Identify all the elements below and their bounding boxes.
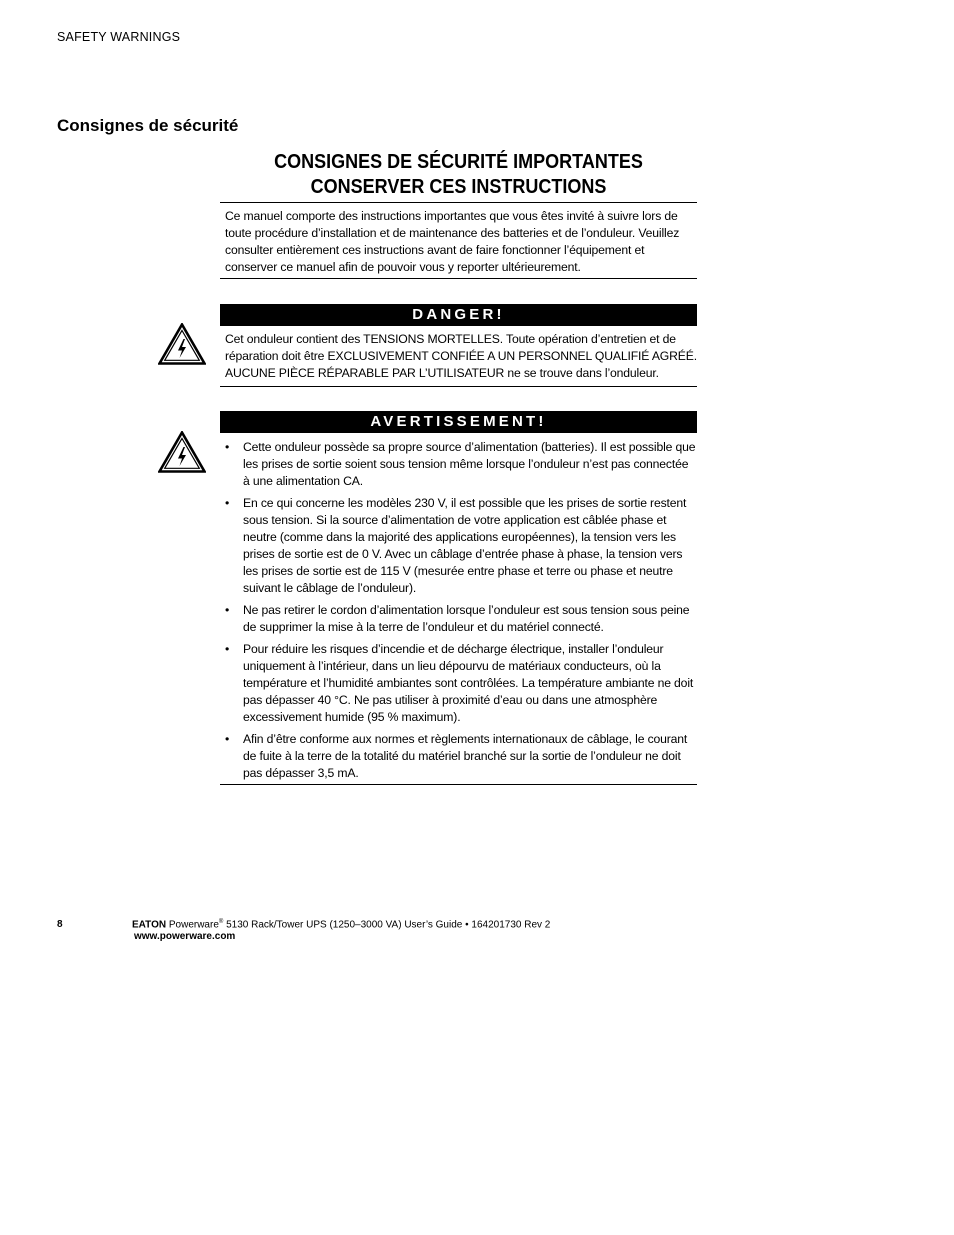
- bullet-icon: •: [225, 496, 230, 510]
- list-item: [225, 731, 697, 782]
- page-number: 8: [57, 919, 63, 930]
- bullet-icon: •: [225, 440, 230, 454]
- bullet-icon: •: [225, 642, 230, 656]
- footer-title: [132, 919, 550, 930]
- warning-banner: AVERTISSEMENT!: [220, 411, 697, 433]
- footer-product: Powerware: [168, 919, 219, 931]
- list-item-text: En ce qui concerne les modèles 230 V, il est possible que les prises de sortie restent sous tension. Si la source d’alimentation de votre application est câblée phase et neutre (comme dans la majorité des applications européennes), la tension vers les prises de sortie est de 0 V. Avec un câblage d’entrée phase à phase, la tension vers les prises de sortie est de 115 V (mesurée entre phase et terre ou phase et neutre suivant le câblage de l’onduleur).: [243, 496, 687, 595]
- list-item-text: Ne pas retirer le cordon d’alimentation lorsque l’onduleur est sous tension sous peine de supprimer la mise à la terre de l’onduleur et du matériel connecté.: [243, 603, 690, 634]
- running-header: SAFETY WARNINGS: [57, 30, 181, 44]
- intro-paragraph: Ce manuel comporte des instructions importantes que vous êtes invité à suivre lors de toute procédure d’installation et de maintenance des batteries et de l’onduleur. Veuillez consulter entièrement ces instructions avant de faire fonctionner l’équipement et conserver ce manuel afin de pouvoir vous y reporter ultérieurement.: [225, 209, 680, 274]
- warning-rule: [220, 784, 697, 785]
- list-item-text: Afin d’être conforme aux normes et règlements internationaux de câblage, le courant de fuite à la terre de la totalité du matériel branché sur la sortie de l’onduleur ne doit pas dépasser 3,5 mA.: [243, 732, 688, 780]
- footer-brand: EATON: [132, 919, 167, 931]
- safety-title-line2: CONSERVER CES INSTRUCTIONS: [310, 176, 607, 198]
- danger-rule: [220, 386, 697, 387]
- warning-list: [225, 439, 697, 787]
- list-item-text: Cette onduleur possède sa propre source d’alimentation (batteries). Il est possible que les prises de sortie soient sous tension même lorsque l’onduleur n’est pas connectée à une alimentation CA.: [243, 440, 696, 488]
- danger-text: Cet onduleur contient des TENSIONS MORTELLES. Toute opération d’entretien et de réparation doit être EXCLUSIVEMENT CONFIÉE A UN PERSONNEL QUALIFIÉ AGRÉÉ. AUCUNE PIÈCE RÉPARABLE PAR L’UTILISATEUR ne se trouve dans l’onduleur.: [225, 332, 697, 380]
- safety-title-line1: CONSIGNES DE SÉCURITÉ IMPORTANTES: [274, 151, 643, 173]
- electrical-hazard-icon: [158, 323, 206, 365]
- title-rule: [220, 202, 697, 203]
- list-item: [225, 641, 697, 726]
- list-item-text: Pour réduire les risques d’incendie et de décharge électrique, installer l’onduleur uniquement à l’intérieur, dans un lieu dépourvu de matériaux conducteurs, où la température et l’humidité ambiantes sont contrôlées. La température ambiante ne doit pas dépasser 40 °C. Ne pas utiliser à proximité d’eau ou dans une atmosphère excessivement humide (95 % maximum).: [243, 642, 694, 724]
- electrical-hazard-icon: [158, 431, 206, 473]
- registered-mark: ®: [218, 919, 224, 925]
- section-heading: Consignes de sécurité: [57, 116, 239, 135]
- footer-guide-title: 5130 Rack/Tower UPS (1250–3000 VA) User’s Guide • 164201730 Rev 2: [223, 919, 551, 931]
- footer-url: www.powerware.com: [134, 931, 236, 942]
- bullet-icon: •: [225, 732, 230, 746]
- list-item: [225, 602, 697, 636]
- safety-title: [244, 150, 673, 200]
- bullet-icon: •: [225, 603, 230, 617]
- list-item: [225, 439, 697, 490]
- intro-rule: [220, 278, 697, 279]
- danger-banner: DANGER!: [220, 304, 697, 326]
- list-item: [225, 495, 697, 597]
